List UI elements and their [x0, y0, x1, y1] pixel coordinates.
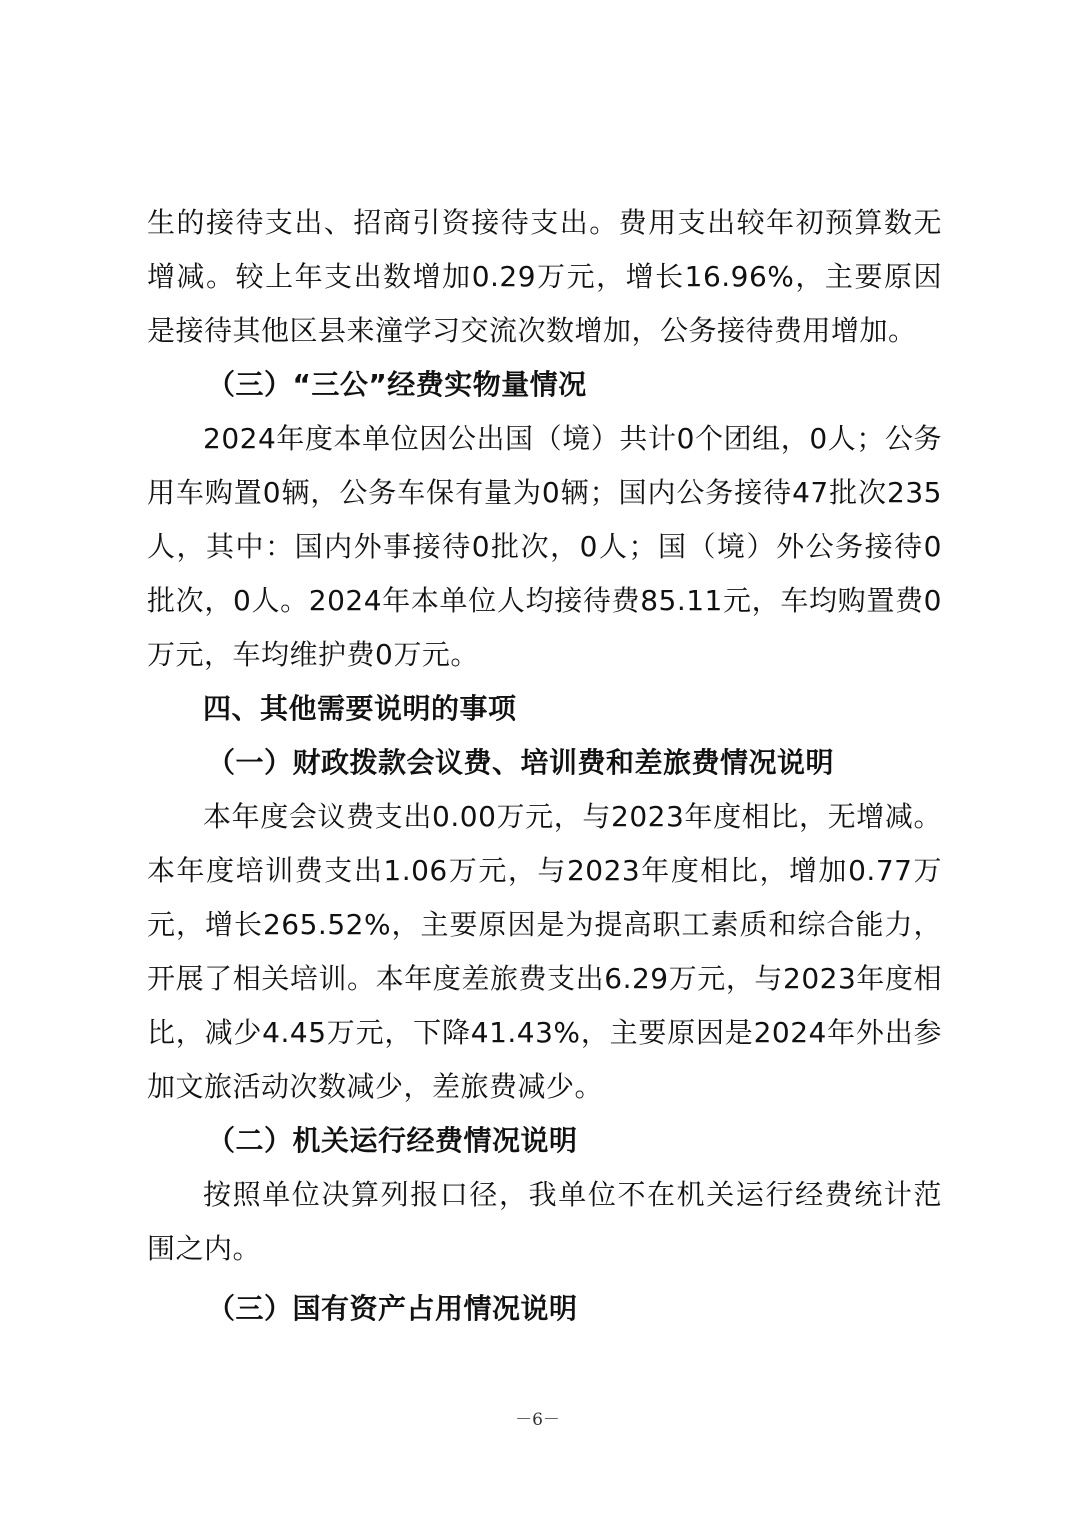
- paragraph-operation-expense: 按照单位决算列报口径，我单位不在机关运行经费统计范围之内。: [147, 1178, 942, 1265]
- paragraph-meeting-training-travel: 本年度会议费支出0.00万元，与2023年度相比，无增减。本年度培训费支出1.06万元，与2023年度相比，增加0.77万元，增长265.52%，主要原因是为提高职工素质和综合能力，开展了相关培训。本年度差旅费支出6.29万元，与2023年度相比，减少4.45万元，下降41.43%，主要原因是2024年外出参加文旅活动次数减少，差旅费减少。: [147, 800, 942, 1103]
- paragraph-sangong-physical: 2024年度本单位因公出国（境）共计0个团组，0人；公务用车购置0辆，公务车保有量为0辆；国内公务接待47批次235人，其中：国内外事接待0批次，0人；国（境）外公务接待0批次，0人。2024年本单位人均接待费85.11元，车均购置费0万元，车均维护费0万元。: [147, 422, 942, 671]
- heading-sangong-physical: （三）“三公”经费实物量情况: [207, 368, 587, 401]
- document-body: [147, 196, 942, 1336]
- heading-state-assets: （三）国有资产占用情况说明: [207, 1292, 578, 1325]
- heading-meeting-training-travel: （一）财政拨款会议费、培训费和差旅费情况说明: [207, 746, 835, 779]
- heading-section-four: 四、其他需要说明的事项: [203, 692, 517, 725]
- heading-operation-expense: （二）机关运行经费情况说明: [207, 1124, 578, 1157]
- paragraph-reception-expense: 生的接待支出、招商引资接待支出。费用支出较年初预算数无增减。较上年支出数增加0.29万元，增长16.96%，主要原因是接待其他区县来潼学习交流次数增加，公务接待费用增加。: [147, 206, 942, 347]
- page-number: －6－: [515, 1410, 560, 1430]
